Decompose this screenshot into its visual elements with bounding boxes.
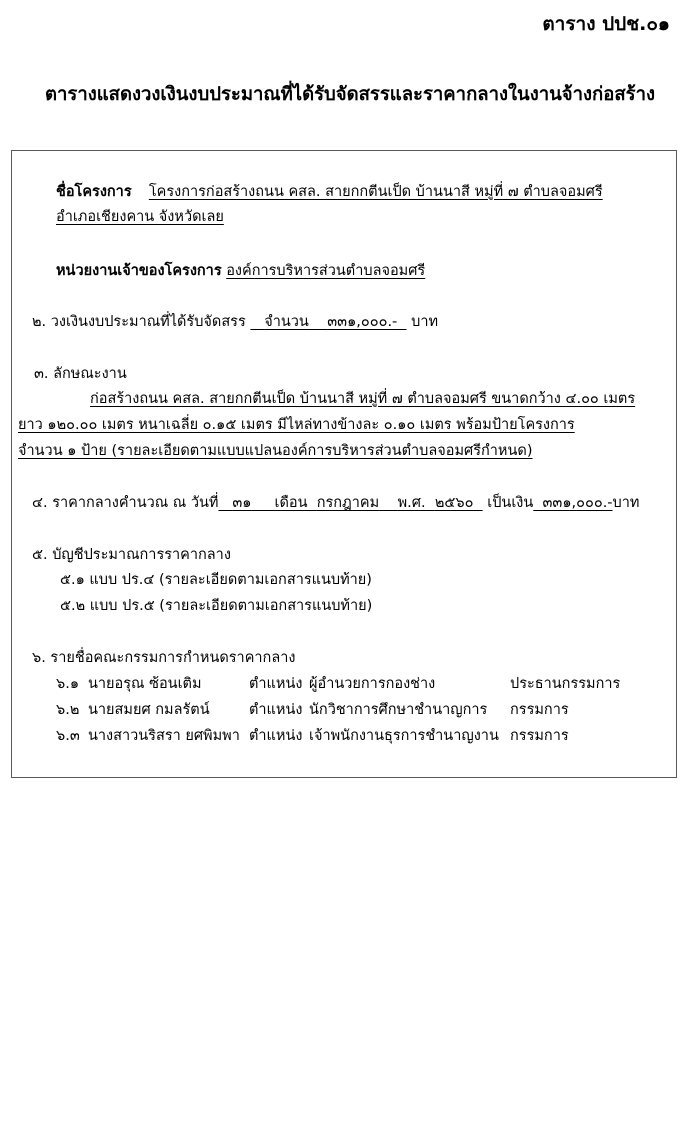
committee-position: ผู้อำนวยการกองช่าง: [309, 676, 436, 692]
work-heading: ๓. ลักษณะงาน: [34, 366, 127, 382]
median-date-field: [218, 495, 482, 511]
budget-row: [32, 312, 438, 332]
project-owner-row: [56, 261, 425, 281]
committee-role: ประธานกรรมการ: [510, 676, 621, 692]
price-list-item: ๕.๒ แบบ ปร.๕ (รายละเอียดตามเอกสารแนบท้าย): [60, 598, 373, 614]
work-line3-row: [18, 441, 532, 461]
work-line1-row: [90, 389, 635, 409]
median-month: กรกฎาคม: [316, 495, 380, 511]
median-price-row: [32, 493, 639, 513]
form-code: ตาราง ปปช.๐๑: [542, 13, 670, 35]
committee-no: ๖.๑: [56, 676, 80, 692]
budget-label: ๒. วงเงินงบประมาณที่ได้รับจัดสรร: [32, 314, 246, 330]
work-line2: ยาว ๑๒๐.๐๐ เมตร หนาเฉลี่ย ๐.๑๕ เมตร มีไหล่ทางข้างละ ๐.๑๐ เมตร พร้อมป้ายโครงการ: [18, 417, 575, 433]
committee-position: เจ้าพนักงานธุรการชำนาญงาน: [309, 728, 499, 744]
committee-pos-label: ตำแหน่ง: [249, 676, 303, 692]
median-unit: บาท: [612, 495, 640, 511]
committee-role: กรรมการ: [510, 728, 569, 744]
work-line2-row: [18, 415, 575, 435]
project-name-line2: อำเภอเชียงคาน จังหวัดเลย: [56, 209, 224, 225]
committee-name: นายอรุณ ซ้อนเติม: [88, 676, 202, 692]
budget-amount-word: จำนวน: [264, 314, 309, 330]
price-list-item: ๕.๑ แบบ ปร.๔ (รายละเอียดตามเอกสารแนบท้าย): [60, 572, 372, 588]
price-list-heading: ๕. บัญชีประมาณการราคากลาง: [32, 547, 231, 563]
committee-name: นางสาวนริสรา ยศพิมพา: [88, 728, 240, 744]
budget-amount: ๓๓๑,๐๐๐.-: [327, 314, 398, 330]
median-year: ๒๕๖๐: [434, 495, 474, 511]
project-name-label: ชื่อโครงการ: [56, 184, 132, 200]
median-day: ๓๑: [232, 495, 252, 511]
median-amount-label: เป็นเงิน: [487, 495, 534, 511]
committee-pos-label: ตำแหน่ง: [249, 702, 303, 718]
work-line1: ก่อสร้างถนน คสล. สายกกตีนเป็ด บ้านนาสี หมู่ที่ ๗ ตำบลจอมศรี ขนาดกว้าง ๔.๐๐ เมตร: [90, 391, 636, 407]
committee-no: ๖.๓: [56, 728, 80, 744]
work-line3: จำนวน ๑ ป้าย (รายละเอียดตามแบบแปลนองค์การบริหารส่วนตำบลจอมศรีกำหนด): [18, 443, 533, 459]
median-amount: [533, 495, 612, 511]
budget-amount-field: [250, 314, 406, 330]
committee-position: นักวิชาการศึกษาชำนาญการ: [309, 702, 488, 718]
project-name-line2-row: [56, 207, 224, 227]
median-price-label: ๔. ราคากลางคำนวณ ณ วันที่: [32, 495, 219, 511]
page-title: ตารางแสดงวงเงินงบประมาณที่ได้รับจัดสรรและราคากลางในงานจ้างก่อสร้าง: [44, 84, 655, 105]
committee-pos-label: ตำแหน่ง: [249, 728, 303, 744]
committee-name: นายสมยศ กมลรัตน์: [88, 702, 210, 718]
median-year-label: พ.ศ.: [397, 495, 426, 511]
document-box: [11, 150, 677, 778]
committee-no: ๖.๒: [56, 702, 80, 718]
committee-role: กรรมการ: [510, 702, 569, 718]
median-amount-value: ๓๓๑,๐๐๐.-: [542, 495, 613, 511]
project-owner-label: หน่วยงานเจ้าของโครงการ: [56, 263, 222, 279]
median-month-label: เดือน: [274, 495, 308, 511]
project-name-line1: โครงการก่อสร้างถนน คสล. สายกกตีนเป็ด บ้านนาสี หมู่ที่ ๗ ตำบลจอมศรี: [148, 184, 603, 200]
project-name-row: [56, 182, 603, 202]
project-owner-value: องค์การบริหารส่วนตำบลจอมศรี: [226, 263, 426, 279]
budget-unit: บาท: [411, 314, 439, 330]
committee-heading: ๖. รายชื่อคณะกรรมการกำหนดราคากลาง: [32, 650, 296, 666]
